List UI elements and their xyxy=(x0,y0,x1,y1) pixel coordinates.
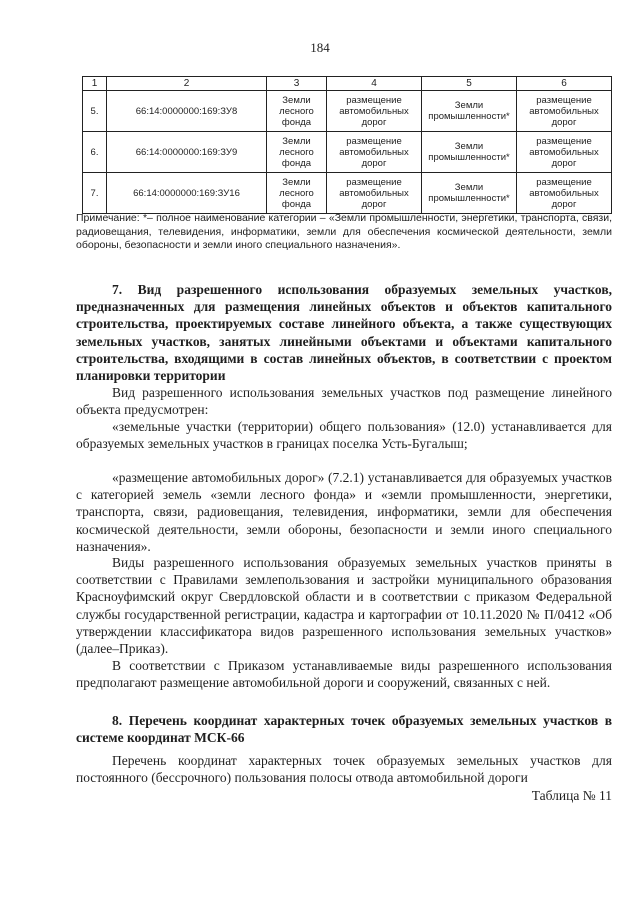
section-7-paragraph: «размещение автомобильных дорог» (7.2.1) устанавливается для образуемых участков с категорией земель «земли лесного фонда» и «земли промышленности, энергетики, транспорта, связи, радиовещания, телевидения, информатики, земли для обеспечения космической деятельности, земли обороны, безопасности и земли иного специального назначения». xyxy=(76,470,612,554)
section-7-paragraph: «земельные участки (территории) общего пользования» (12.0) устанавливается для образуемых земельных участков в границах поселка Усть-Бугалыш; xyxy=(76,419,612,452)
new-use-cell: размещение автомобильных дорог xyxy=(517,91,612,132)
table-header-cell: 4 xyxy=(327,77,422,91)
table-header-cell: 3 xyxy=(267,77,327,91)
new-use-cell: размещение автомобильных дорог xyxy=(517,173,612,214)
current-use-cell: размещение автомобильных дорог xyxy=(327,173,422,214)
section-7-paragraph: В соответствии с Приказом устанавливаемые виды разрешенного использования предполагают размещение автомобильной дороги и сооружений, связанных с ней. xyxy=(76,658,612,691)
current-category-cell: Земли лесного фонда xyxy=(267,132,327,173)
table-header-cell: 2 xyxy=(107,77,267,91)
table-caption: Таблица № 11 xyxy=(531,788,612,803)
current-category-cell: Земли лесного фонда xyxy=(267,91,327,132)
section-8-heading: 8. Перечень координат характерных точек образуемых земельных участков в системе координат МСК-66 xyxy=(76,713,612,746)
new-category-cell: Земли промышленности* xyxy=(422,91,517,132)
table-header-cell: 6 xyxy=(517,77,612,91)
table-header-cell: 5 xyxy=(422,77,517,91)
row-number-cell: 5. xyxy=(83,91,107,132)
cadastral-number-cell: 66:14:0000000:169:ЗУ9 xyxy=(107,132,267,173)
cadastral-number-cell: 66:14:0000000:169:ЗУ8 xyxy=(107,91,267,132)
section-8-paragraph: Перечень координат характерных точек образуемых земельных участков для постоянного (бессрочного) пользования полосы отвода автомобильной дороги xyxy=(76,753,612,786)
table-footnote: Примечание: *– полное наименование категории – «Земли промышленности, энергетики, транспорта, связи, радиовещания, телевидения, информатики, земли для обеспечения космической деятельности, земли обороны, безопасности и земли иного специального назначения». xyxy=(76,212,612,251)
page-number: 184 xyxy=(310,40,330,55)
new-category-cell: Земли промышленности* xyxy=(422,132,517,173)
section-7-heading: 7. Вид разрешенного использования образуемых земельных участков, предназначенных для размещения линейных объектов и объектов капитального строительства, проектируемых составе линейного объекта, а также существующих земельных участков, занятых линейными объектами и объектами капитального строительства, входящими в состав линейных объектов, в соответствии с проектом планировки территории xyxy=(76,282,612,384)
table-row xyxy=(83,173,612,214)
current-use-cell: размещение автомобильных дорог xyxy=(327,91,422,132)
section-7-paragraph: Виды разрешенного использования образуемых земельных участков приняты в соответствии с Правилами землепользования и застройки муниципального образования Красноуфимский округ Свердловской области и в соответствии с приказом Федеральной службы государственной регистрации, кадастра и картографии от 10.11.2020 № П/0412 «Об утверждении классификатора видов разрешенного использования земельных участков» (далее–Приказ). xyxy=(76,555,612,657)
table-header-cell: 1 xyxy=(83,77,107,91)
table-header-row xyxy=(83,77,612,91)
new-use-cell: размещение автомобильных дорог xyxy=(517,132,612,173)
table-row xyxy=(83,132,612,173)
row-number-cell: 6. xyxy=(83,132,107,173)
new-category-cell: Земли промышленности* xyxy=(422,173,517,214)
section-7-paragraph: Вид разрешенного использования земельных участков под размещение линейного объекта предусмотрен: xyxy=(76,385,612,418)
current-category-cell: Земли лесного фонда xyxy=(267,173,327,214)
cadastral-number-cell: 66:14:0000000:169:ЗУ16 xyxy=(107,173,267,214)
row-number-cell: 7. xyxy=(83,173,107,214)
land-plots-table xyxy=(82,76,612,214)
current-use-cell: размещение автомобильных дорог xyxy=(327,132,422,173)
table-row xyxy=(83,91,612,132)
